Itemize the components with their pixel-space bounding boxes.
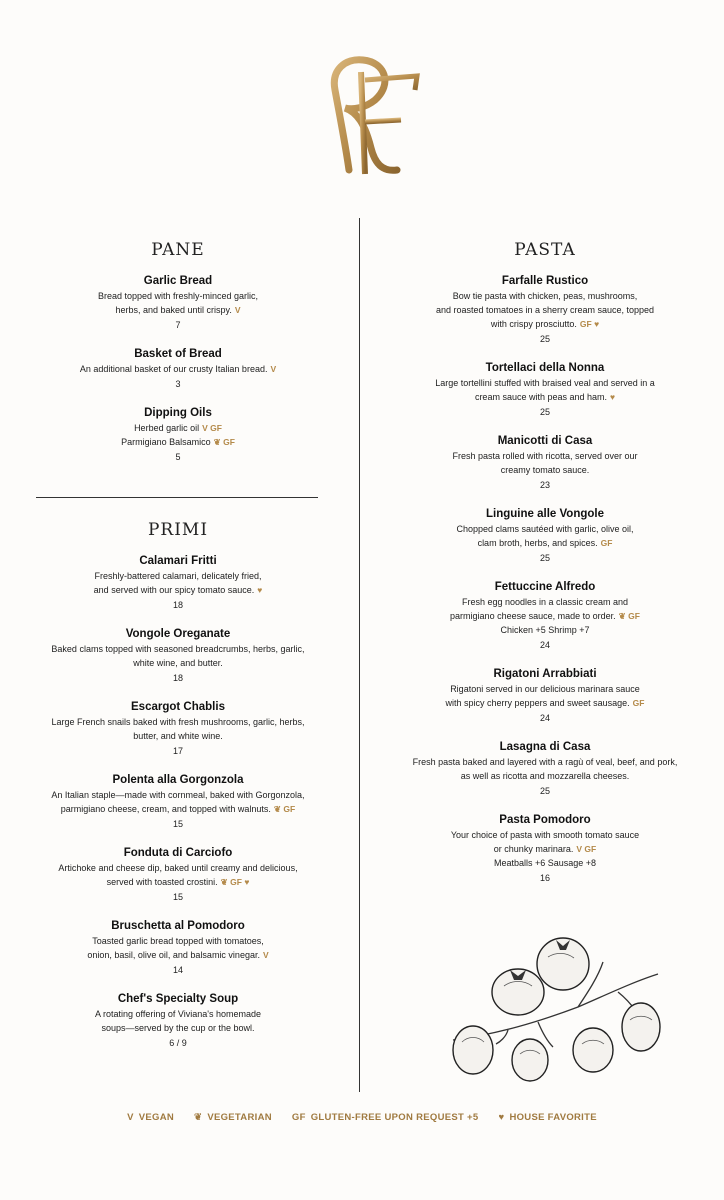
legend-item [194, 1112, 272, 1123]
legend-symbol: ♥ [498, 1112, 505, 1123]
menu-item-description [372, 623, 718, 637]
horizontal-divider [36, 497, 318, 498]
menu-item-description [20, 948, 336, 962]
menu-item-name: Bruschetta al Pomodoro [111, 920, 245, 932]
menu-item-description [20, 715, 336, 729]
menu-item [372, 361, 718, 419]
menu-item-price: 25 [539, 786, 550, 796]
menu-item-description-text: herbs, and baked until crispy. [115, 305, 232, 315]
menu-item-price: 15 [172, 892, 183, 902]
menu-item-description [20, 788, 336, 802]
menu-item-description-text: butter, and white wine. [133, 731, 223, 741]
menu-item-description-text: clam broth, herbs, and spices. [477, 538, 598, 548]
menu-item-description-text: creamy tomato sauce. [500, 465, 590, 475]
menu-item-description-text: Parmigiano Balsamico [121, 437, 211, 447]
menu-item-description [20, 289, 336, 303]
menu-item-price: 23 [539, 480, 550, 490]
menu-item-description [20, 583, 336, 597]
legend-symbol: ❦ [194, 1112, 203, 1123]
dietary-tags: ❦ GF [618, 611, 640, 621]
menu-item-description [20, 642, 336, 656]
dietary-tags: V [270, 364, 277, 374]
menu-item-description [20, 934, 336, 948]
menu-item-description [372, 609, 718, 623]
menu-item-name: Basket of Bread [134, 348, 222, 360]
menu-item-description-text: Bow tie pasta with chicken, peas, mushrooms, [452, 291, 638, 301]
menu-item-description [372, 595, 718, 609]
menu-item-description-text: An Italian staple—made with cornmeal, baked with Gorgonzola, [51, 790, 305, 800]
menu-item-name: Lasagna di Casa [499, 741, 591, 753]
menu-item [372, 667, 718, 725]
menu-item-description [20, 435, 336, 449]
menu-item [372, 813, 718, 885]
section-pane [20, 240, 336, 479]
dietary-tags: ❦ GF [273, 804, 296, 814]
menu-item-price: 24 [539, 640, 550, 650]
menu-item-description [20, 861, 336, 875]
menu-item-description-text: Chopped clams sautéed with garlic, olive oil, [456, 524, 634, 534]
menu-item-description-text: Toasted garlic bread topped with tomatoes, [92, 936, 264, 946]
menu-item-description [20, 729, 336, 743]
menu-item-description-text: served with toasted crostini. [106, 877, 218, 887]
menu-item-price: 25 [539, 553, 550, 563]
dietary-tags: ♥ [610, 392, 616, 402]
menu-item-name: Fettuccine Alfredo [494, 581, 596, 593]
menu-item-description-text: Artichoke and cheese dip, baked until creamy and delicious, [58, 863, 298, 873]
menu-item-price: 17 [172, 746, 183, 756]
menu-item-description [372, 856, 718, 870]
menu-item-name: Escargot Chablis [131, 701, 225, 713]
menu-item-description-text: parmigiano cheese sauce, made to order. [450, 611, 616, 621]
menu-item-description-text: and served with our spicy tomato sauce. [93, 585, 255, 595]
menu-item-description-text: or chunky marinara. [493, 844, 574, 854]
menu-item-description-text: soups—served by the cup or the bowl. [101, 1023, 255, 1033]
menu-item-description [372, 755, 718, 769]
menu-item-name: Fonduta di Carciofo [123, 847, 233, 859]
menu-item [372, 507, 718, 565]
menu-item-description [20, 1021, 336, 1035]
menu-item-price: 7 [175, 320, 181, 330]
menu-item-description [372, 289, 718, 303]
menu-item [372, 434, 718, 492]
menu-item-name: Calamari Fritti [139, 555, 217, 567]
menu-item-name: Vongole Oreganate [125, 628, 231, 640]
menu-item-description [372, 449, 718, 463]
menu-item-price: 24 [539, 713, 550, 723]
menu-item-description [20, 303, 336, 317]
menu-item-description-text: Large French snails baked with fresh mushrooms, garlic, herbs, [51, 717, 305, 727]
menu-item-description [372, 463, 718, 477]
legend-item [498, 1112, 596, 1123]
menu-item-description-text: as well as ricotta and mozzarella cheeses. [460, 771, 630, 781]
menu-item-name: Manicotti di Casa [497, 435, 593, 447]
menu-item-description-text: An additional basket of our crusty Italian bread. [79, 364, 268, 374]
menu-item [20, 992, 336, 1050]
section-primi [20, 520, 336, 1065]
menu-item [20, 347, 336, 391]
menu-item [372, 274, 718, 346]
menu-item-price: 14 [172, 965, 183, 975]
legend-symbol: V [127, 1112, 134, 1123]
menu-item-description-text: and roasted tomatoes in a sherry cream sauce, topped [435, 305, 655, 315]
menu-item-name: Garlic Bread [143, 275, 213, 287]
menu-item-price: 5 [175, 452, 181, 462]
section-pasta [372, 240, 718, 900]
menu-item-description-text: onion, basil, olive oil, and balsamic vinegar. [87, 950, 260, 960]
menu-item-description [372, 828, 718, 842]
menu-item-name: Dipping Oils [144, 407, 212, 419]
menu-item-description-text: Freshly-battered calamari, delicately fried, [94, 571, 262, 581]
menu-item [372, 740, 718, 798]
menu-item-description [20, 802, 336, 816]
dietary-legend [0, 1112, 724, 1123]
legend-label: VEGETARIAN [207, 1112, 272, 1123]
menu-item-name: Rigatoni Arrabbiati [493, 668, 597, 680]
restaurant-logo [305, 52, 425, 182]
vertical-divider [359, 218, 360, 1092]
menu-item [20, 627, 336, 685]
menu-item-description [20, 362, 336, 376]
menu-item-price: 25 [539, 407, 550, 417]
menu-item-description [372, 682, 718, 696]
legend-label: VEGAN [138, 1112, 175, 1123]
menu-item-description-text: with spicy cherry peppers and sweet sausage. [445, 698, 630, 708]
menu-item-name: Chef's Specialty Soup [117, 993, 239, 1005]
menu-item [20, 700, 336, 758]
menu-item-description-text: Herbed garlic oil [134, 423, 200, 433]
legend-label: GLUTEN-FREE UPON REQUEST +5 [310, 1112, 479, 1123]
dietary-tags: V [234, 305, 241, 315]
dietary-tags: ♥ [257, 585, 263, 595]
menu-item-price: 18 [172, 600, 183, 610]
menu-item-price: 16 [539, 873, 550, 883]
menu-item [20, 554, 336, 612]
menu-item-description [372, 303, 718, 317]
section-title-pasta: PASTA [514, 240, 576, 260]
menu-item-description-text: A rotating offering of Viviana's homemade [95, 1009, 261, 1019]
dietary-tags: ❦ GF ♥ [220, 877, 250, 887]
menu-item-description-text: Chicken +5 Shrimp +7 [500, 625, 590, 635]
menu-item [372, 580, 718, 652]
legend-item [127, 1112, 174, 1123]
menu-item-price: 18 [172, 673, 183, 683]
dietary-tags: GF ♥ [579, 319, 600, 329]
menu-item-description [372, 769, 718, 783]
menu-item-description-text: Fresh pasta rolled with ricotta, served over our [452, 451, 638, 461]
menu-item-price: 6 / 9 [169, 1038, 187, 1048]
menu-item-name: Polenta alla Gorgonzola [112, 774, 244, 786]
menu-item-description [20, 656, 336, 670]
menu-item-description [372, 376, 718, 390]
menu-item-description [20, 875, 336, 889]
menu-item-description-text: Baked clams topped with seasoned breadcrumbs, herbs, garlic, [51, 644, 305, 654]
menu-item-description [20, 569, 336, 583]
menu-item-price: 25 [539, 334, 550, 344]
dietary-tags: V GF [202, 423, 222, 433]
legend-symbol: GF [291, 1112, 306, 1123]
menu-item-description-text: cream sauce with peas and ham. [474, 392, 608, 402]
tomato-vine-illustration [448, 922, 663, 1082]
section-title-primi: PRIMI [147, 520, 209, 540]
dietary-tags: ❦ GF [213, 437, 235, 447]
menu-item [20, 773, 336, 831]
menu-item-price: 3 [175, 379, 181, 389]
menu-item-description [372, 317, 718, 331]
legend-label: HOUSE FAVORITE [509, 1112, 597, 1123]
menu-item-description [372, 842, 718, 856]
menu-item [20, 406, 336, 464]
menu-item [20, 919, 336, 977]
menu-item-description-text: Fresh pasta baked and layered with a ragù of veal, beef, and pork, [412, 757, 678, 767]
menu-item-description-text: parmigiano cheese, cream, and topped with walnuts. [60, 804, 271, 814]
menu-item-description [20, 1007, 336, 1021]
menu-item [20, 846, 336, 904]
section-title-pane: PANE [151, 240, 205, 260]
menu-item-description [372, 536, 718, 550]
menu-item-name: Linguine alle Vongole [486, 508, 604, 520]
menu-item-description-text: Large tortellini stuffed with braised veal and served in a [435, 378, 655, 388]
menu-item-description-text: with crispy prosciutto. [490, 319, 577, 329]
menu-item-description-text: Bread topped with freshly-minced garlic, [97, 291, 259, 301]
menu-item-description-text: Meatballs +6 Sausage +8 [493, 858, 597, 868]
menu-item-name: Tortellaci della Nonna [485, 362, 605, 374]
menu-item [20, 274, 336, 332]
menu-item-description-text: Fresh egg noodles in a classic cream and [461, 597, 629, 607]
dietary-tags: GF [632, 698, 645, 708]
menu-item-name: Farfalle Rustico [501, 275, 589, 287]
menu-item-description-text: Rigatoni served in our delicious marinara sauce [450, 684, 640, 694]
legend-item [292, 1112, 479, 1123]
menu-item-description [372, 522, 718, 536]
menu-item-name: Pasta Pomodoro [499, 814, 591, 826]
menu-item-description [20, 421, 336, 435]
menu-item-description-text: white wine, and butter. [133, 658, 223, 668]
dietary-tags: V GF [576, 844, 597, 854]
menu-item-description [372, 696, 718, 710]
dietary-tags: GF [600, 538, 613, 548]
menu-item-description-text: Your choice of pasta with smooth tomato sauce [450, 830, 640, 840]
dietary-tags: V [262, 950, 269, 960]
menu-item-price: 15 [172, 819, 183, 829]
menu-item-description [372, 390, 718, 404]
